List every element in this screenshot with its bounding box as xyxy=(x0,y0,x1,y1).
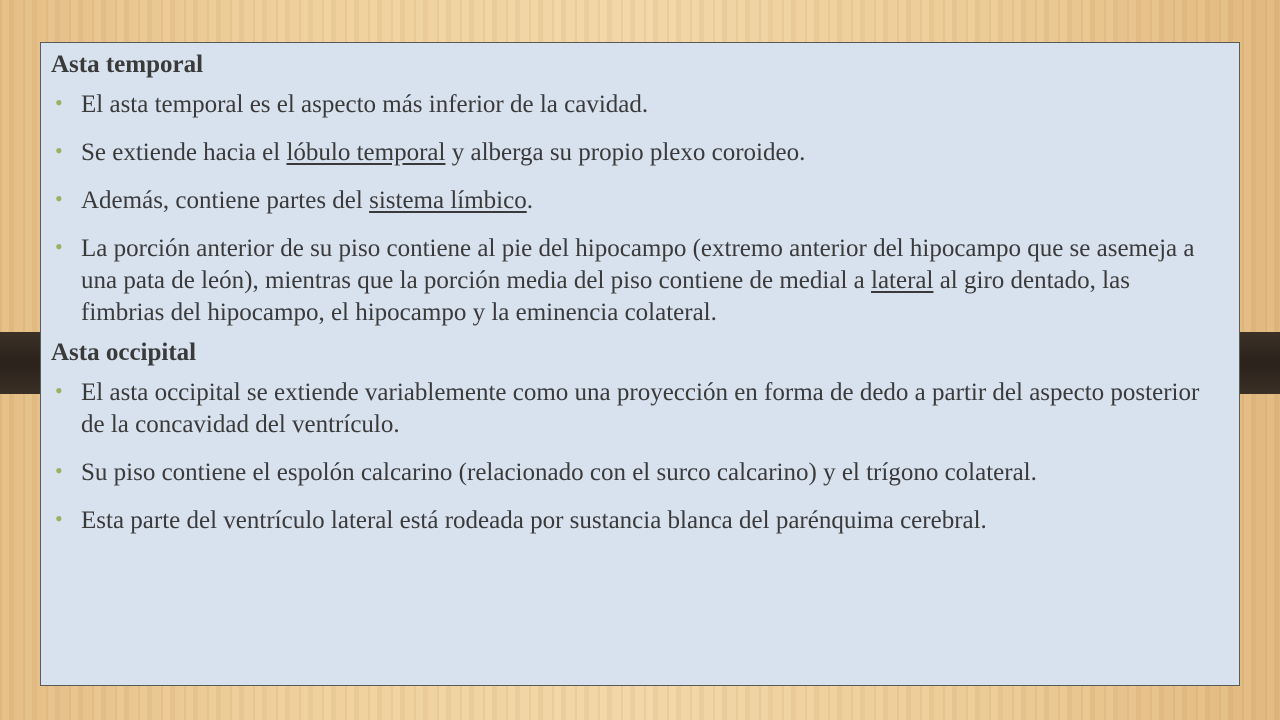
list-asta-occipital xyxy=(51,377,1219,537)
item-text-before: La porción anterior de su piso contiene al pie del hipocampo (extremo anterior del hipocampo que se asemeja a una pata de león), mientras que la porción media del piso contiene de medial a xyxy=(81,235,1195,294)
list-item xyxy=(51,185,1219,217)
bullet-icon: • xyxy=(55,138,63,163)
item-text: Su piso contiene el espolón calcarino (relacionado con el surco calcarino) y el trígono colateral. xyxy=(81,459,1037,486)
bullet-icon: • xyxy=(55,90,63,115)
item-text: El asta temporal es el aspecto más inferior de la cavidad. xyxy=(81,91,649,118)
list-item xyxy=(51,89,1219,121)
link-lobulo-temporal[interactable]: lóbulo temporal xyxy=(286,139,446,166)
bullet-icon: • xyxy=(55,458,63,483)
bullet-icon: • xyxy=(55,234,63,259)
list-item xyxy=(51,233,1219,329)
link-lateral[interactable]: lateral xyxy=(871,267,934,294)
item-text: Esta parte del ventrículo lateral está rodeada por sustancia blanca del parénquima cerebral. xyxy=(81,507,987,534)
list-asta-temporal xyxy=(51,89,1219,329)
link-sistema-limbico[interactable]: sistema límbico xyxy=(369,187,527,214)
slide-content-panel xyxy=(40,42,1240,686)
list-item xyxy=(51,457,1219,489)
item-text-after: al giro dentado, las fimbrias del hipocampo, el hipocampo y la eminencia colateral. xyxy=(81,267,1130,326)
bullet-icon: • xyxy=(55,506,63,531)
item-text-before: Además, contiene partes del xyxy=(81,187,370,214)
list-item xyxy=(51,137,1219,169)
item-text: El asta occipital se extiende variablemente como una proyección en forma de dedo a partir del aspecto posterior de la concavidad del ventrículo. xyxy=(81,379,1200,438)
bullet-icon: • xyxy=(55,186,63,211)
item-text-after: . xyxy=(526,187,533,214)
heading-asta-occipital: Asta occipital xyxy=(51,339,197,366)
list-item xyxy=(51,377,1219,441)
item-text-before: Se extiende hacia el xyxy=(81,139,287,166)
heading-asta-temporal: Asta temporal xyxy=(51,51,204,78)
item-text-after: y alberga su propio plexo coroideo. xyxy=(445,139,806,166)
bullet-icon: • xyxy=(55,378,63,403)
list-item xyxy=(51,505,1219,537)
